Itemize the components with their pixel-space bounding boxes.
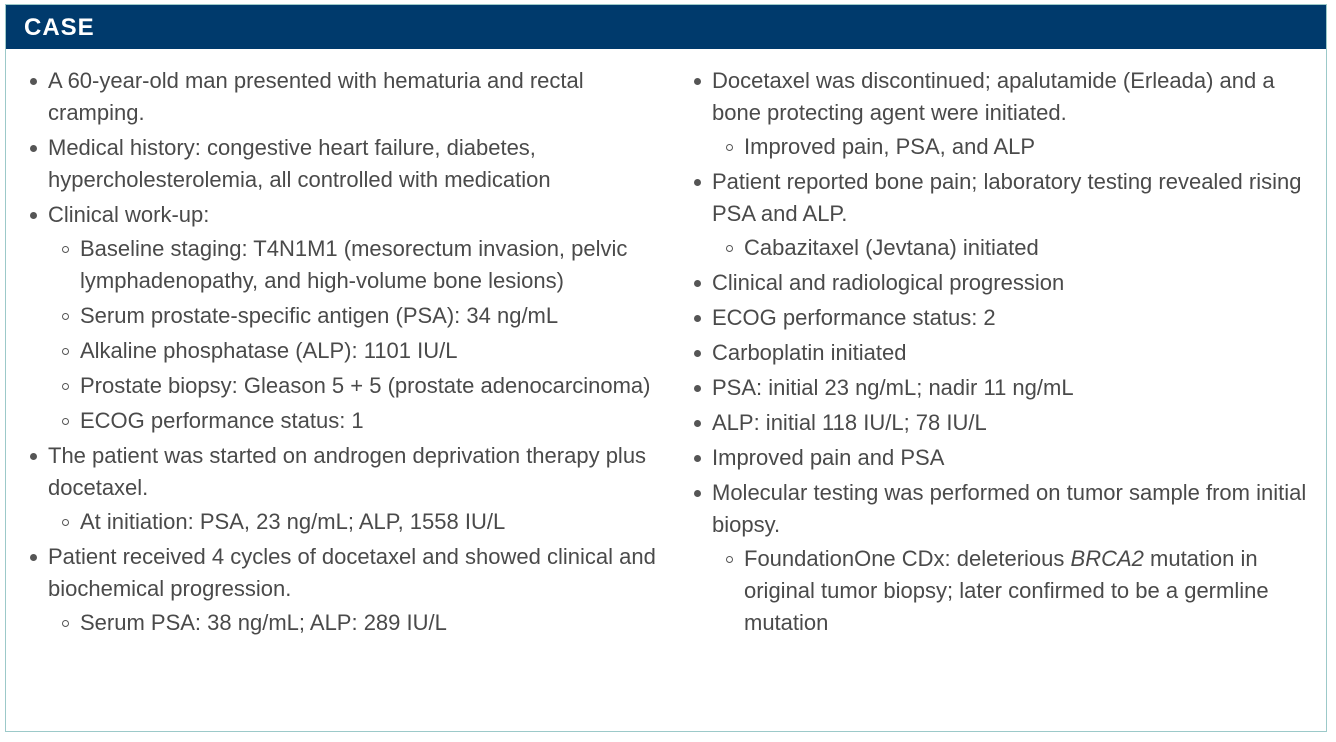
list-item [690,407,1320,439]
list-item [26,199,666,437]
list-item [690,477,1320,639]
sub-item-text: At initiation: PSA, 23 ng/mL; ALP, 1558 IU/L [80,509,506,534]
right-list [690,65,1320,639]
sub-item-text: Serum prostate-specific antigen (PSA): 34 ng/mL [80,303,559,328]
sub-list [712,232,1320,264]
item-text: The patient was started on androgen deprivation therapy plus docetaxel. [48,443,647,500]
list-item [690,302,1320,334]
sub-item-text: Alkaline phosphatase (ALP): 1101 IU/L [80,338,458,363]
left-list [26,65,666,639]
list-item [690,166,1320,264]
sub-list-item [48,300,666,332]
sub-item-text: Improved pain, PSA, and ALP [744,134,1036,159]
sub-list-item [48,607,666,639]
sub-item-text: Cabazitaxel (Jevtana) initiated [744,235,1039,260]
list-item [690,337,1320,369]
list-item [26,541,666,639]
sub-list-item [48,233,666,297]
item-text: Clinical and radiological progression [712,270,1065,295]
sub-list-item [48,405,666,437]
gene-name: BRCA2 [1070,546,1144,571]
list-item [26,440,666,538]
item-text: ECOG performance status: 2 [712,305,996,330]
sub-list [48,506,666,538]
list-item [690,442,1320,474]
sub-list-item [712,232,1320,264]
sub-item-text: Baseline staging: T4N1M1 (mesorectum invasion, pelvic lymphadenopathy, and high-volume bone lesions) [80,236,628,293]
list-item [690,372,1320,404]
sub-item-text: ECOG performance status: 1 [80,408,364,433]
sub-list [48,607,666,639]
left-column [26,65,666,642]
sub-list-item [48,370,666,402]
item-text: Molecular testing was performed on tumor sample from initial biopsy. [712,480,1307,537]
item-text: Clinical work-up: [48,202,210,227]
sub-item-text-post: mutation in original tumor biopsy; later confirmed to be a germline mutation [744,546,1269,635]
sub-list [712,543,1320,639]
item-text: Patient received 4 cycles of docetaxel and showed clinical and biochemical progression. [48,544,656,601]
list-item [690,267,1320,299]
sub-item-text: Prostate biopsy: Gleason 5 + 5 (prostate adenocarcinoma) [80,373,651,398]
item-text: Carboplatin initiated [712,340,907,365]
sub-item-text: Serum PSA: 38 ng/mL; ALP: 289 IU/L [80,610,447,635]
sub-list-item [712,543,1320,639]
list-item [26,132,666,196]
case-panel [5,4,1327,732]
item-text: Patient reported bone pain; laboratory testing revealed rising PSA and ALP. [712,169,1302,226]
item-text: PSA: initial 23 ng/mL; nadir 11 ng/mL [712,375,1074,400]
sub-list-item [48,506,666,538]
item-text: Medical history: congestive heart failure, diabetes, hypercholesterolemia, all controlled with medication [48,135,551,192]
sub-list-item [48,335,666,367]
item-text: A 60-year-old man presented with hematuria and rectal cramping. [48,68,584,125]
sub-list-item [712,131,1320,163]
item-text: ALP: initial 118 IU/L; 78 IU/L [712,410,987,435]
case-header [6,5,1326,49]
item-text: Improved pain and PSA [712,445,945,470]
case-title: CASE [24,14,95,41]
sub-list [48,233,666,437]
right-column [690,65,1320,642]
list-item [690,65,1320,163]
item-text: Docetaxel was discontinued; apalutamide (Erleada) and a bone protecting agent were initiated. [712,68,1275,125]
sub-item-text-pre: FoundationOne CDx: deleterious [744,546,1071,571]
sub-list [712,131,1320,163]
list-item [26,65,666,129]
